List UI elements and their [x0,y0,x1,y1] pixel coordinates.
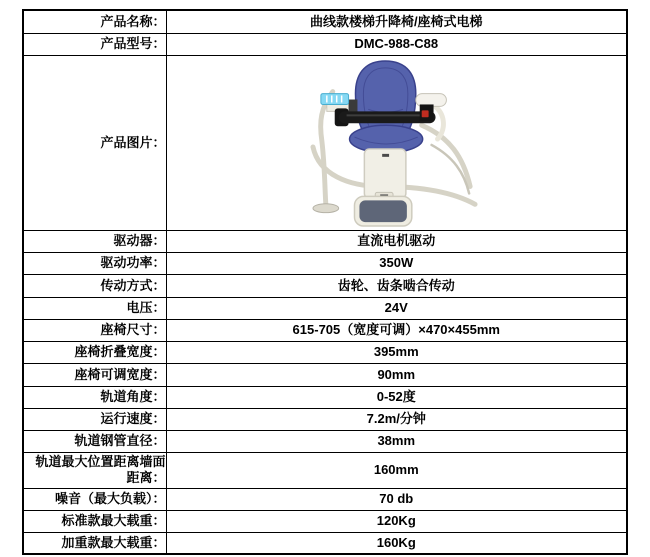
table-row [23,386,627,408]
spec-label-noise: 噪音（最大负载）： [23,488,166,510]
chair-pedestal [365,148,407,197]
table-row [23,408,627,430]
spec-label-adjustable-width: 座椅可调宽度： [23,363,166,386]
spec-label-voltage: 电压： [23,297,166,319]
spec-label-power: 驱动功率： [23,252,166,274]
product-image [167,56,627,230]
spec-value-product-image [166,55,627,230]
spec-label-product-image: 产品图片： [23,55,166,230]
chair-footrest [355,196,412,226]
spec-value-driver: 直流电机驱动 [166,230,627,252]
spec-label-standard-load: 标准款最大载重： [23,510,166,532]
table-row [23,297,627,319]
spec-value-product-name: 曲线款楼梯升降椅/座椅式电梯 [166,10,627,33]
spec-label-rail-angle: 轨道角度： [23,386,166,408]
table-row [23,341,627,363]
spec-value-adjustable-width: 90mm [166,363,627,386]
spec-value-noise: 70 db [166,488,627,510]
spec-value-heavy-load: 160Kg [166,532,627,554]
table-row [23,252,627,274]
table-row [23,532,627,554]
spec-value-transmission: 齿轮、齿条啮合传动 [166,274,627,297]
spec-label-transmission: 传动方式： [23,274,166,297]
spec-value-folded-width: 395mm [166,341,627,363]
spec-value-speed: 7.2m/分钟 [166,408,627,430]
table-row [23,55,627,230]
spec-label-wall-distance: 轨道最大位置距离墙面距离： [23,452,166,488]
spec-label-model: 产品型号： [23,33,166,55]
spec-value-power: 350W [166,252,627,274]
spec-value-voltage: 24V [166,297,627,319]
spec-value-tube-diameter: 38mm [166,430,627,452]
table-row [23,10,627,33]
table-row [23,274,627,297]
rail-foot [313,203,339,212]
table-row [23,230,627,252]
spec-label-heavy-load: 加重款最大载重： [23,532,166,554]
table-row [23,510,627,532]
spec-label-product-name: 产品名称： [23,10,166,33]
table-row [23,319,627,341]
spec-label-seat-size: 座椅尺寸： [23,319,166,341]
spec-value-wall-distance: 160mm [166,452,627,488]
table-row [23,363,627,386]
spec-value-standard-load: 120Kg [166,510,627,532]
stairlift-chair-illustration [304,58,488,228]
spec-label-speed: 运行速度： [23,408,166,430]
spec-table [22,9,628,555]
table-row [23,430,627,452]
spec-value-rail-angle: 0-52度 [166,386,627,408]
table-row [23,488,627,510]
table-row [23,452,627,488]
spec-label-tube-diameter: 轨道钢管直径： [23,430,166,452]
spec-value-seat-size: 615-705（宽度可调）×470×455mm [166,319,627,341]
spec-label-driver: 驱动器： [23,230,166,252]
table-row [23,33,627,55]
spec-label-folded-width: 座椅折叠宽度： [23,341,166,363]
spec-value-model: DMC-988-C88 [166,33,627,55]
